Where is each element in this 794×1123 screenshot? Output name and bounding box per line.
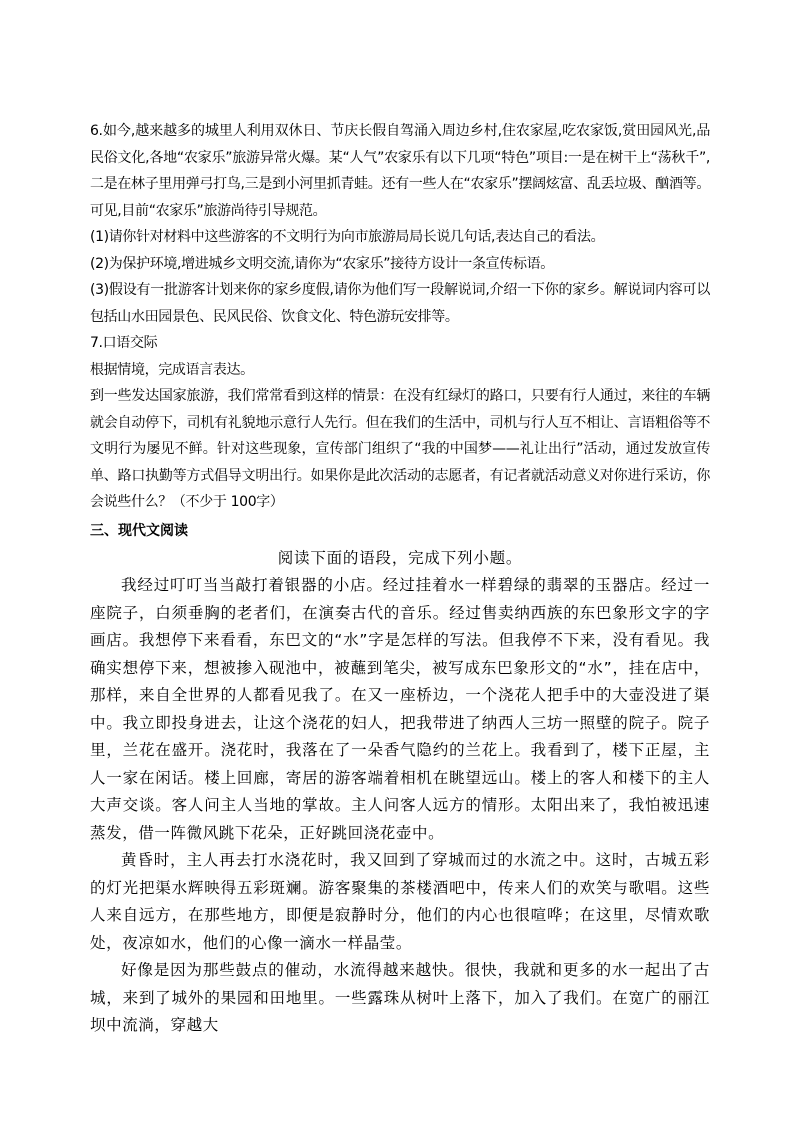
question-7-instruction: 根据情境，完成语言表达。 xyxy=(90,361,254,378)
section-3-heading: 三、现代文阅读 xyxy=(90,522,188,539)
question-7-text: 到一些发达国家旅游，我们常常看到这样的情景：在没有红绿灯的路口，只要有行人通过，来往的车辆就会自动停下，司机有礼貌地示意行人先行。但在我们的生活中，司机与行人互不相让、言语粗俗等不文明行为屡见不鲜。针对这些现象，宣传部门组织了“我的中国梦——礼让出行”活动，通过发放宣传单、路口执勤等方式倡导文明出行。如果你是此次活动的志愿者，有记者就活动意义对你进行采访，你会说些什么？（不少于 100字） xyxy=(90,388,710,510)
question-6 xyxy=(90,118,710,330)
question-6-sub-2: (2)为保护环境,增进城乡文明交流,请你为“农家乐”接待方设计一条宣传标语。 xyxy=(90,255,554,272)
reading-paragraph: 黄昏时，主人再去打水浇花时，我又回到了穿城而过的水流之中。这时，古城五彩的灯光把渠水辉映得五彩斑斓。游客聚集的茶楼酒吧中，传来人们的欢笑与歌唱。这些人来自远方，在那些地方，即便是寂静时分，他们的内心也很喧哗；在这里，尽情欢歌处，夜凉如水，他们的心像一滴水一样晶莹。 xyxy=(90,851,710,952)
question-6-text: 6.如今,越来越多的城里人利用双休日、节庆长假自驾涌入周边乡村,住农家屋,吃农家饭,赏田园风光,品民俗文化,各地“农家乐”旅游异常火爆。某“人气”农家乐有以下几项“特色”项目:一是在树干上“荡秋千”,二是在林子里用弹弓打鸟,三是到小河里抓青蛙。还有一些人在“农家乐”摆阔炫富、乱丢垃圾、酗酒等。可见,目前“农家乐”旅游尚待引导规范。 xyxy=(90,123,710,219)
question-7-title: 7.口语交际 xyxy=(90,335,158,351)
document-page xyxy=(90,118,710,1040)
reading-instruction: 阅读下面的语段，完成下列小题。 xyxy=(277,548,523,567)
question-7 xyxy=(90,330,710,516)
reading-paragraph: 好像是因为那些鼓点的催动，水流得越来越快。很快，我就和更多的水一起出了古城，来到了城外的果园和田地里。一些露珠从树叶上落下，加入了我们。在宽广的丽江坝中流淌，穿越大 xyxy=(90,961,710,1034)
question-6-sub-3: (3)假设有一批游客计划来你的家乡度假,请你为他们写一段解说词,介绍一下你的家乡。解说词内容可以包括山水田园景色、民风民俗、饮食文化、特色游玩安排等。 xyxy=(90,282,710,325)
reading-passage xyxy=(90,545,710,1040)
question-6-sub-1: (1)请你针对材料中这些游客的不文明行为向市旅游局局长说几句话,表达自己的看法。 xyxy=(90,229,605,245)
reading-paragraph: 我经过叮叮当当敲打着银器的小店。经过挂着水一样碧绿的翡翠的玉器店。经过一座院子，白须垂胸的老者们，在演奏古代的音乐。经过售卖纳西族的东巴象形文字的字画店。我想停下来看看，东巴文的“水”字是怎样的写法。但我停不下来，没有看见。我确实想停下来，想被掺入砚池中，被蘸到笔尖，被写成东巴象形文的“水”，挂在店中，那样，来自全世界的人都看见我了。在又一座桥边，一个浇花人把手中的大壶没进了渠中。我立即投身进去，让这个浇花的妇人，把我带进了纳西人三坊一照壁的院子。院子里，兰花在盛开。浇花时，我落在了一朵香气隐约的兰花上。我看到了，楼下正屋，主人一家在闲话。楼上回廊，寄居的游客端着相机在眺望远山。楼上的客人和楼下的主人大声交谈。客人问主人当地的掌故。主人问客人远方的情形。太阳出来了，我怕被迅速蒸发，借一阵微风跳下花朵，正好跳回浇花壶中。 xyxy=(90,576,710,842)
